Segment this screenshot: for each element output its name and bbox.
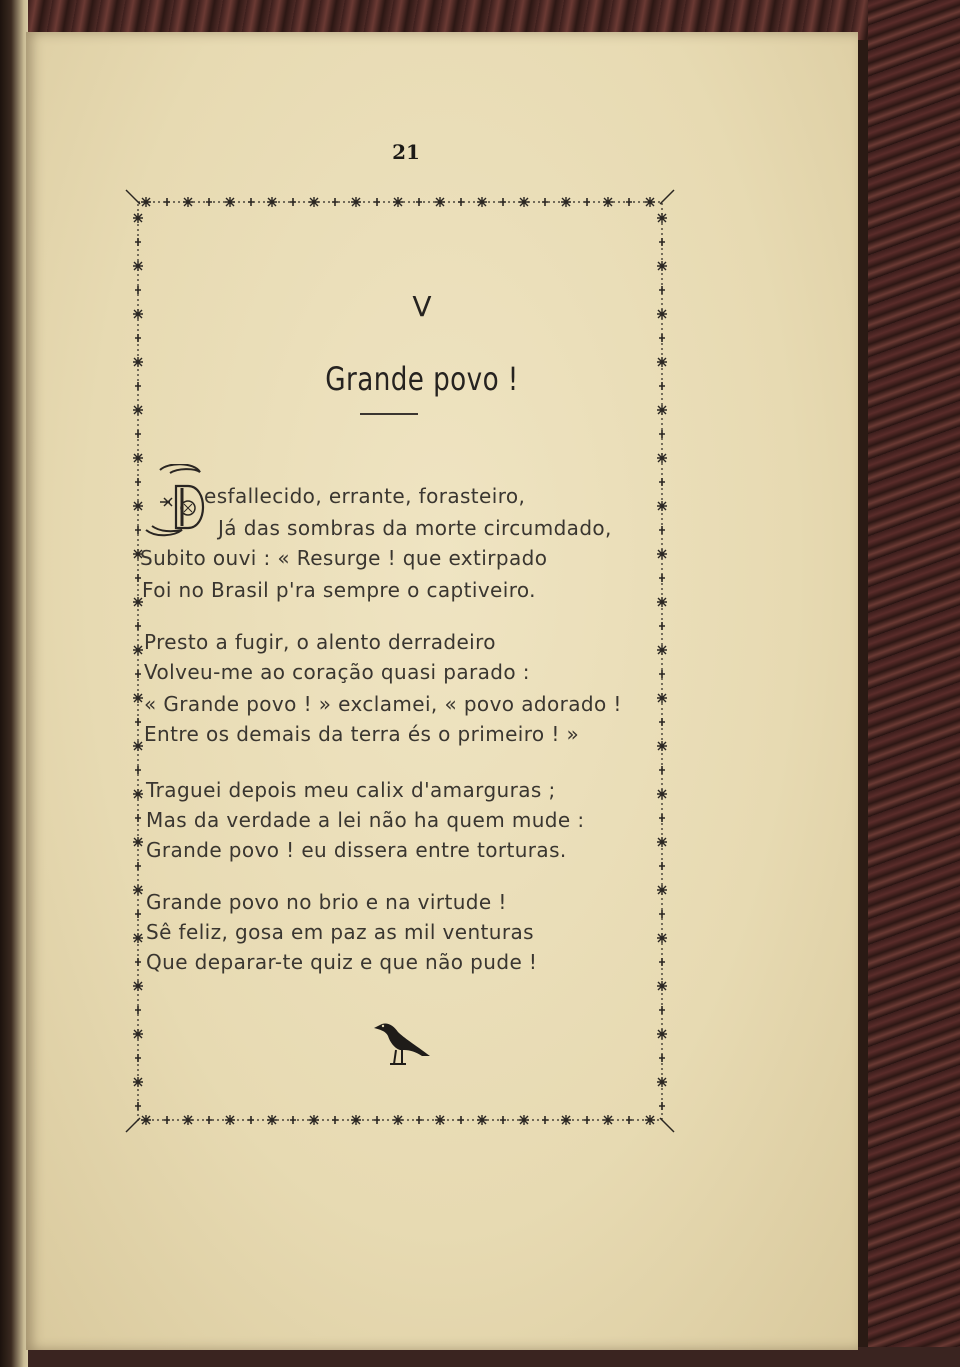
chapter-numeral: V bbox=[412, 290, 432, 323]
book-cover-bottom bbox=[28, 1347, 960, 1367]
book-page bbox=[26, 32, 858, 1350]
poem-line: esfallecido, errante, forasteiro, bbox=[204, 484, 526, 508]
poem-line: Traguei depois meu calix d'amarguras ; bbox=[146, 778, 556, 802]
poem-line: Foi no Brasil p'ra sempre o captiveiro. bbox=[142, 578, 536, 602]
poem-line: « Grande povo ! » exclamei, « povo adorado ! bbox=[144, 692, 622, 716]
title-rule bbox=[360, 413, 418, 415]
poem-title: Grande povo ! bbox=[325, 360, 519, 398]
poem-line: Volveu-me ao coração quasi parado : bbox=[144, 660, 530, 684]
poem-line: Subito ouvi : « Resurge ! que extirpado bbox=[140, 546, 548, 570]
poem-line: Sê feliz, gosa em paz as mil venturas bbox=[146, 920, 534, 944]
bird-icon bbox=[372, 1018, 436, 1068]
poem-line: Já das sombras da morte circumdado, bbox=[218, 516, 612, 540]
book-cover-right bbox=[868, 0, 960, 1367]
poem-line: Presto a fugir, o alento derradeiro bbox=[144, 630, 496, 654]
book-gutter bbox=[0, 0, 28, 1367]
poem-line: Grande povo ! eu dissera entre torturas. bbox=[146, 838, 567, 862]
poem-line: Que deparar-te quiz e que não pude ! bbox=[146, 950, 538, 974]
poem-line: Mas da verdade a lei não ha quem mude : bbox=[146, 808, 585, 832]
page-number: 21 bbox=[392, 140, 420, 164]
poem-line: Entre os demais da terra és o primeiro ! » bbox=[144, 722, 580, 746]
fleuron-border-icon bbox=[120, 184, 668, 1126]
poem-line: Grande povo no brio e na virtude ! bbox=[146, 890, 507, 914]
